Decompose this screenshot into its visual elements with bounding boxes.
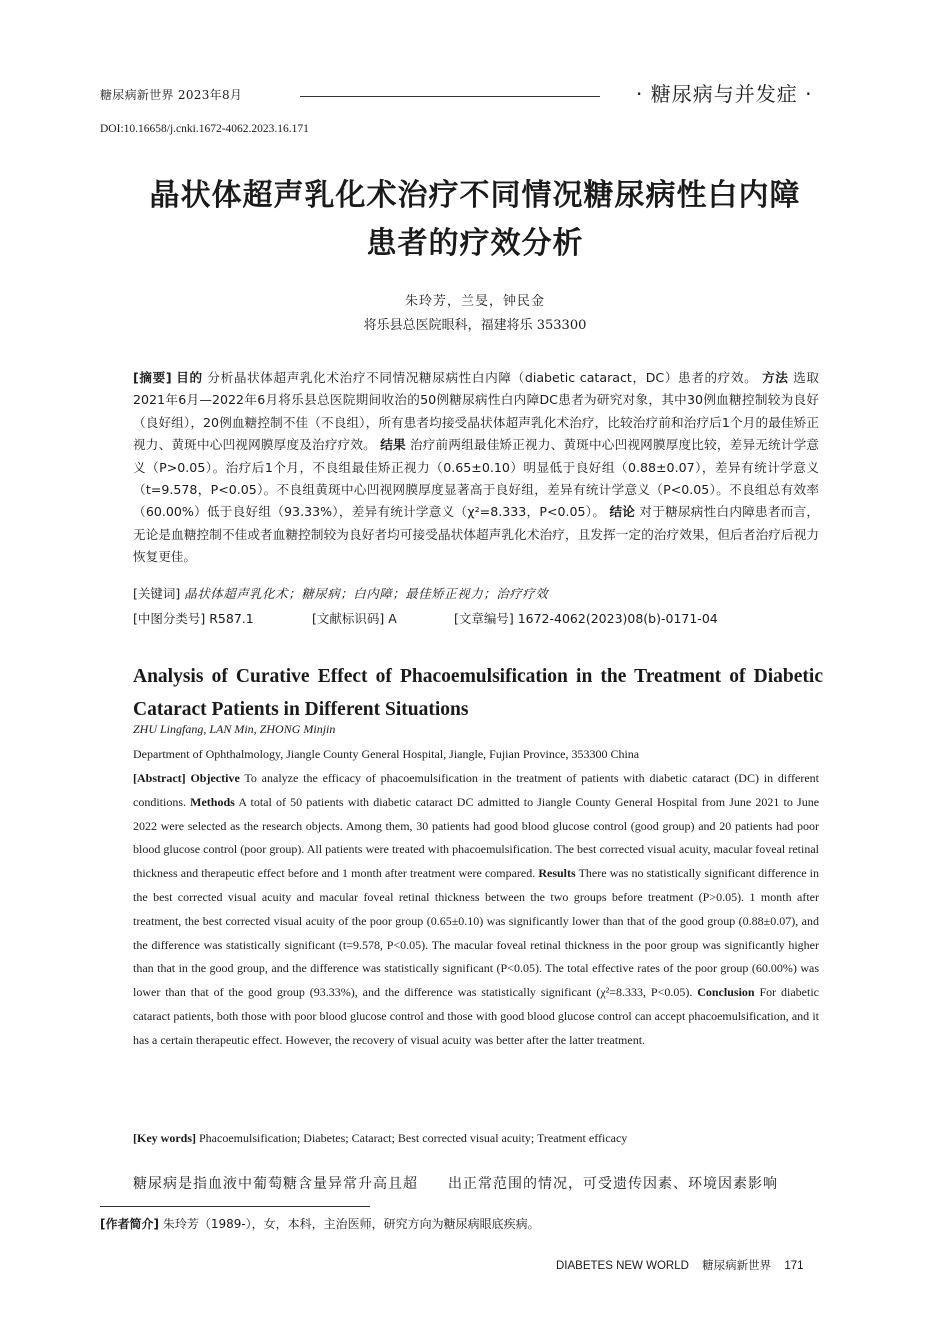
- doi: DOI:10.16658/j.cnki.1672-4062.2023.16.171: [100, 123, 309, 135]
- keywords-en-value: Phacoemulsification; Diabetes; Cataract; Best corrected visual acuity; Treatment efficacy: [199, 1131, 628, 1145]
- results-en-label: Results: [538, 866, 576, 881]
- page-number: 171: [784, 1260, 804, 1272]
- methods-en-label: Methods: [190, 794, 235, 809]
- methods-cn: 选取2021年6月—2022年6月将乐县总医院期间收治的50例糖尿病性白内障DC患者为研究对象，其中30例血糖控制较为良好（良好组），20例血糖控制不佳（不良组），所有患者均接受晶状体超声乳化术治疗，比较治疗前和治疗后1个月的最佳矫正视力、黄斑中心凹视网膜厚度及治疗疗效。: [133, 370, 819, 453]
- footnote-text: 朱玲芳（1989-），女，本科，主治医师，研究方向为糖尿病眼底疾病。: [162, 1217, 540, 1231]
- classification-line: [133, 609, 819, 627]
- abstract-en-label: [Abstract]: [133, 771, 186, 785]
- results-en: There was no statistically significant difference in the best corrected visual acuity and macular foveal retinal thickness between the two groups before treatment (P>0.05). 1 month after treatment, the best corrected visual acuity of the poor group (0.65±0.10) was significantly lower than that of the good group (0.88±0.07), and the difference was statistically significant (t=9.578, P<0.05). The macular foveal retinal thickness in the poor group was significantly higher than that in the good group, and the difference was statistically significant (P<0.05). The total effective rates of the poor group (60.00%) was lower than that of the good group (93.33%), and the difference was statistically significant (χ²=8.333, P<0.05).: [133, 866, 819, 1000]
- keywords-cn-value: 晶状体超声乳化术；糖尿病；白内障；最佳矫正视力；治疗疗效: [184, 586, 549, 601]
- methods-cn-label: 方法: [762, 370, 789, 385]
- methods-en: A total of 50 patients with diabetic cataract DC admitted to Jiangle County General Hospital from June 2021 to June 2022 were selected as the research objects. Among them, 30 patients had good blood glucose control (good group) and 20 patients had poor blood glucose control (poor group). All patients were treated with phacoemulsification. The best corrected visual acuity, macular foveal retinal thickness and therapeutic effect before and 1 month after treatment were compared.: [133, 794, 820, 881]
- objective-cn-label: 目的: [176, 370, 203, 385]
- keywords-en: [133, 1131, 819, 1146]
- conclusion-en: For diabetic cataract patients, both those with poor blood glucose control and those with good blood glucose control can accept phacoemulsification, and it has a certain therapeutic effect. However, the recovery of visual acuity was better after the latter treatment.: [133, 985, 820, 1047]
- results-cn: 治疗前两组最佳矫正视力、黄斑中心凹视网膜厚度比较，差异无统计学意义（P>0.05）。治疗后1个月，不良组最佳矫正视力（0.65±0.10）明显低于良好组（0.88±0.07），差异有统计学意义（t=9.578，P<0.05）。不良组黄斑中心凹视网膜厚度显著高于良好组，差异有统计学意义（P<0.05）。不良组总有效率（60.00%）低于良好组（93.33%），差异有统计学意义（χ²=8.333，P<0.05）。: [133, 437, 819, 520]
- title-cn: [90, 172, 860, 268]
- title-en: Analysis of Curative Effect of Phacoemulsification in the Treatment of Diabetic Cataract Patients in Different Situations: [133, 666, 823, 720]
- clc-number: [中图分类号] R587.1: [133, 611, 254, 626]
- section-title: · 糖尿病与并发症 ·: [636, 82, 813, 106]
- objective-cn: 分析晶状体超声乳化术治疗不同情况糖尿病性白内障（diabetic cataract，DC）患者的疗效。: [207, 370, 758, 385]
- header-rule: [300, 96, 600, 97]
- title-cn-line1: 晶状体超声乳化术治疗不同情况糖尿病性白内障: [149, 178, 801, 213]
- body-text: [133, 1173, 853, 1193]
- body-col2: 出正常范围的情况，可受遗传因素、环境因素影响: [448, 1176, 778, 1192]
- author-footnote: [100, 1215, 540, 1232]
- keywords-cn: [133, 584, 819, 602]
- results-cn-label: 结果: [380, 437, 406, 453]
- authors-en: ZHU Lingfang, LAN Min, ZHONG Minjin: [133, 722, 336, 736]
- conclusion-cn-label: 结论: [609, 504, 636, 520]
- affiliation-en: Department of Ophthalmology, Jiangle County General Hospital, Jiangle, Fujian Province, 353300 China: [133, 747, 640, 761]
- footer-journal-cn: 糖尿病新世界: [702, 1260, 772, 1272]
- title-cn-line2: 患者的疗效分析: [366, 226, 584, 261]
- footer-journal-en: DIABETES NEW WORLD: [556, 1260, 689, 1272]
- objective-en: To analyze the efficacy of phacoemulsification in the treatment of patients with diabetic cataract (DC) in different conditions.: [133, 771, 820, 809]
- abstract-cn-label: [摘要]: [133, 370, 172, 385]
- page-footer: [556, 1257, 814, 1273]
- conclusion-cn: 对于糖尿病性白内障患者而言，无论是血糖控制不佳或者血糖控制较为良好者均可接受晶状体超声乳化术治疗，且发挥一定的治疗效果，但后者治疗后视力恢复更佳。: [133, 504, 820, 565]
- journal-issue: 糖尿病新世界 2023年8月: [100, 88, 243, 102]
- abstract-en: [133, 767, 819, 1053]
- footnote-label: [作者简介]: [100, 1217, 159, 1231]
- keywords-cn-label: [关键词]: [133, 586, 181, 601]
- footnote-rule: [100, 1206, 370, 1207]
- abstract-cn: [133, 367, 819, 569]
- authors-cn: 朱玲芳，兰旻，钟民金: [404, 294, 545, 309]
- document-code: [文献标识码] A: [311, 611, 397, 626]
- affiliation-cn: 将乐县总医院眼科，福建将乐 353300: [363, 318, 587, 333]
- body-col1: 糖尿病是指血液中葡萄糖含量异常升高且超: [133, 1176, 418, 1192]
- conclusion-en-label: Conclusion: [697, 985, 755, 1000]
- keywords-en-label: [Key words]: [133, 1131, 196, 1145]
- objective-en-label: Objective: [190, 771, 240, 785]
- article-number: [文章编号] 1672-4062(2023)08(b)-0171-04: [453, 611, 718, 626]
